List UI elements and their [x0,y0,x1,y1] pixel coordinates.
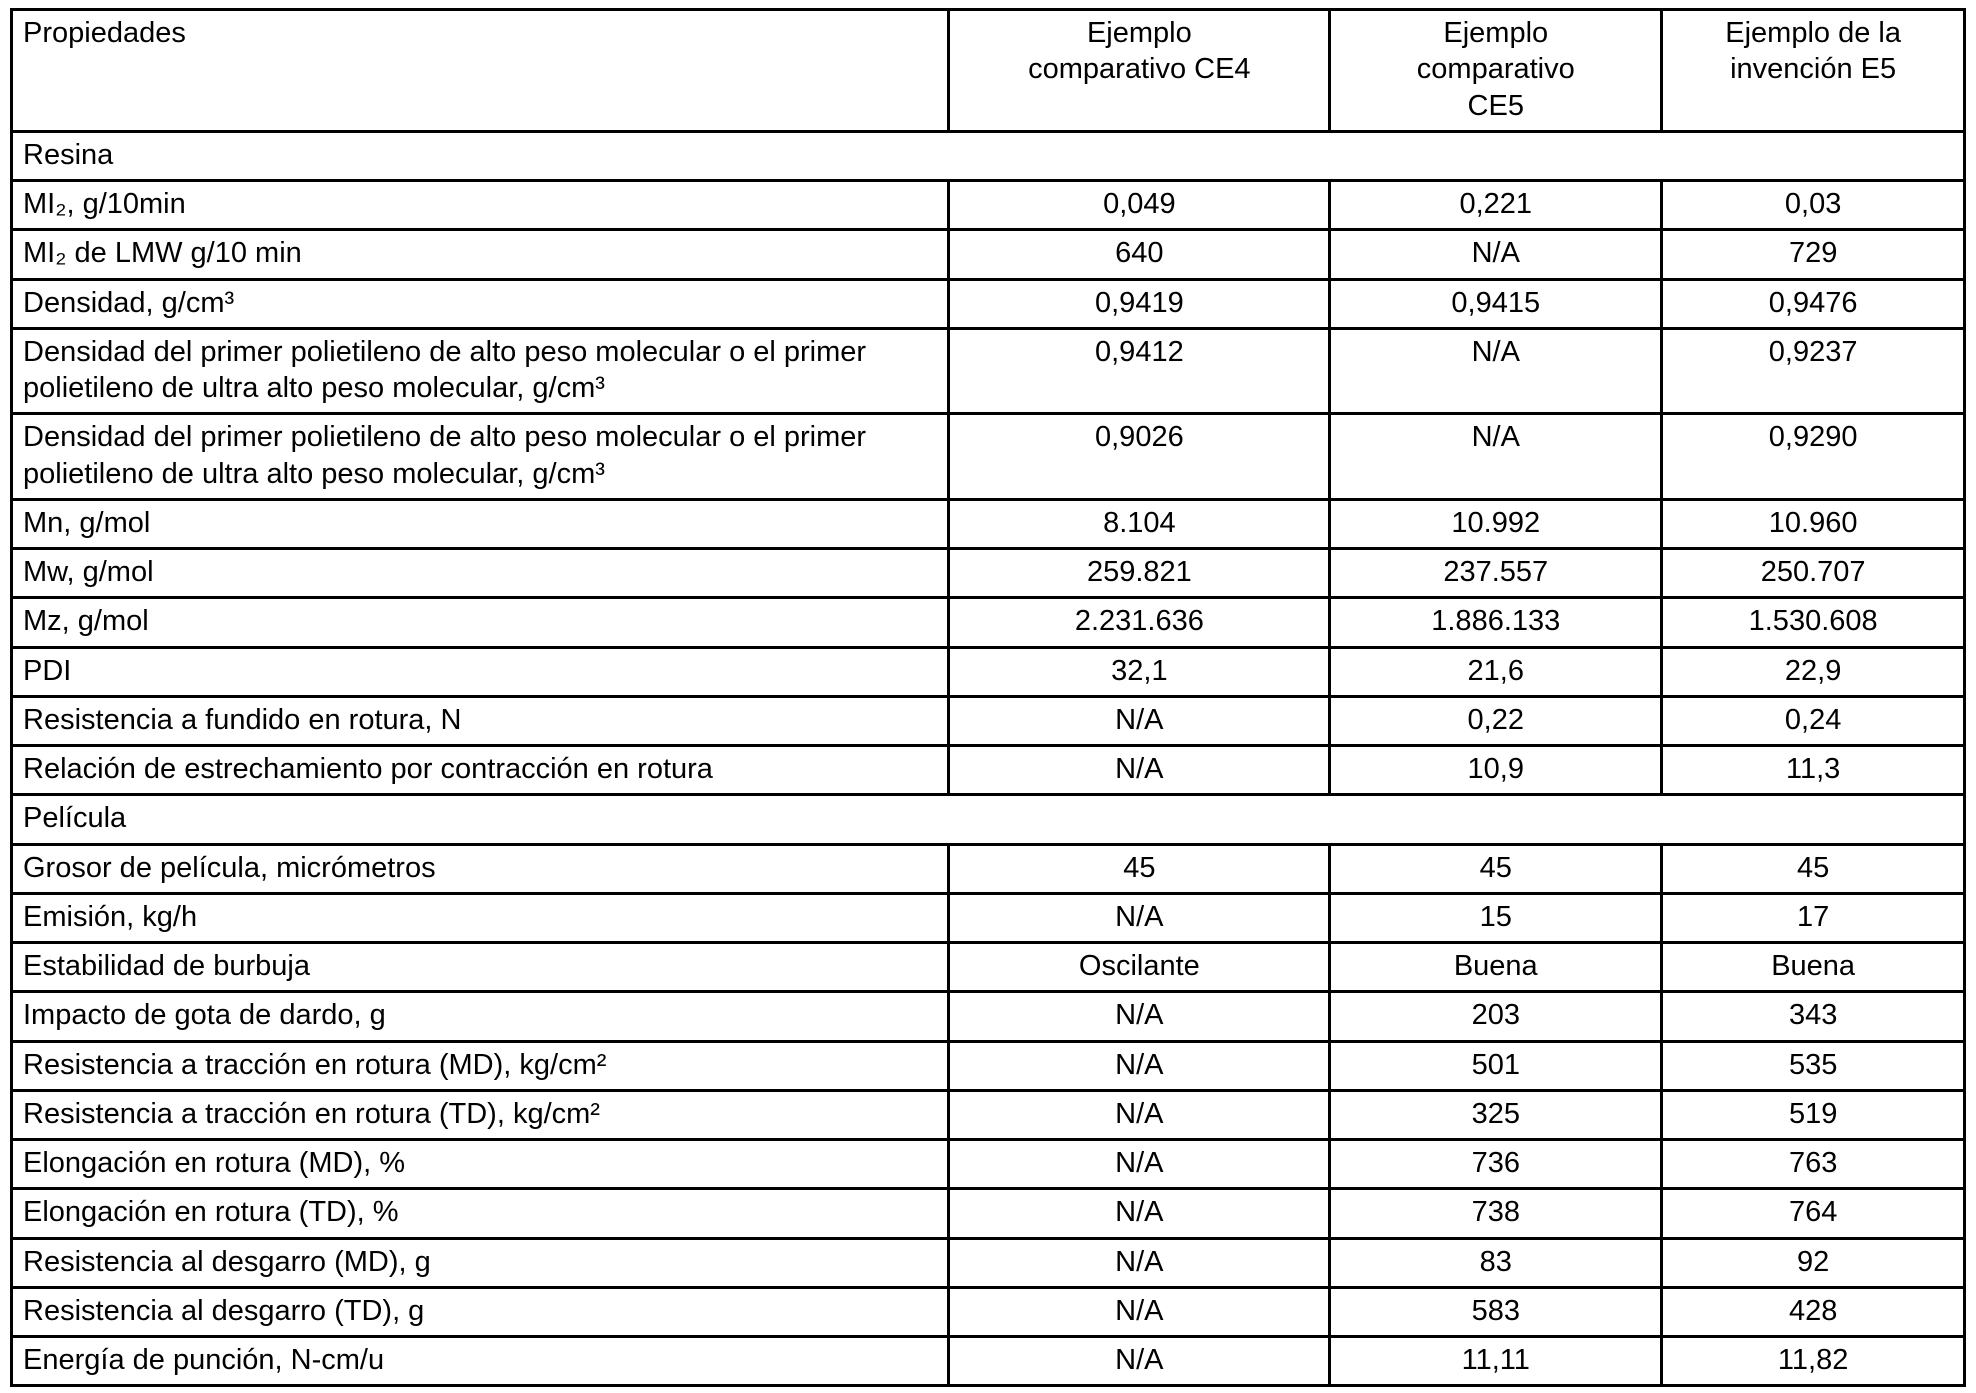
value-cell: N/A [949,1189,1330,1238]
value-cell: 21,6 [1330,647,1662,696]
value-cell: 738 [1330,1189,1662,1238]
value-cell: N/A [949,893,1330,942]
table-row [12,181,1965,230]
property-cell: Elongación en rotura (TD), % [12,1189,949,1238]
value-cell: 0,9412 [949,328,1330,414]
property-cell: Grosor de película, micrómetros [12,844,949,893]
value-cell: 0,9290 [1662,414,1965,500]
property-cell: Emisión, kg/h [12,893,949,942]
table-row [12,992,1965,1041]
value-cell: 0,221 [1330,181,1662,230]
value-cell: 535 [1662,1041,1965,1090]
value-cell: 8.104 [949,499,1330,548]
value-cell: Oscilante [949,943,1330,992]
value-cell: N/A [949,1090,1330,1139]
properties-table [10,8,1966,1387]
value-cell: N/A [949,696,1330,745]
value-cell: 729 [1662,230,1965,279]
table-row [12,1041,1965,1090]
value-cell: 0,9419 [949,279,1330,328]
property-cell: Elongación en rotura (MD), % [12,1140,949,1189]
value-cell: N/A [949,1337,1330,1386]
table-row [12,696,1965,745]
table-row [12,1337,1965,1386]
value-cell: 519 [1662,1090,1965,1139]
value-cell: 0,22 [1330,696,1662,745]
property-cell: Resistencia al desgarro (MD), g [12,1238,949,1287]
value-cell: 764 [1662,1189,1965,1238]
section-row [12,131,1965,180]
property-cell: Resistencia a fundido en rotura, N [12,696,949,745]
value-cell: 0,049 [949,181,1330,230]
table-row [12,647,1965,696]
value-cell: 11,3 [1662,746,1965,795]
value-cell: 17 [1662,893,1965,942]
value-cell: 0,03 [1662,181,1965,230]
table-header-row [12,10,1965,132]
value-cell: 2.231.636 [949,598,1330,647]
value-cell: N/A [949,1041,1330,1090]
value-cell: 10,9 [1330,746,1662,795]
value-cell: 10.960 [1662,499,1965,548]
property-cell: PDI [12,647,949,696]
property-cell: Resistencia a tracción en rotura (MD), kg/cm² [12,1041,949,1090]
value-cell: 11,82 [1662,1337,1965,1386]
value-cell: 0,9026 [949,414,1330,500]
value-cell: N/A [949,1287,1330,1336]
table-row [12,1238,1965,1287]
property-cell: Relación de estrechamiento por contracción en rotura [12,746,949,795]
section-label: Resina [12,131,1965,180]
value-cell: 92 [1662,1238,1965,1287]
table-row [12,279,1965,328]
column-header-ce5: Ejemplo comparativo CE5 [1330,10,1662,132]
value-cell: 237.557 [1330,549,1662,598]
value-cell: N/A [949,1238,1330,1287]
value-cell: 83 [1330,1238,1662,1287]
value-cell: 1.530.608 [1662,598,1965,647]
property-cell: Densidad, g/cm³ [12,279,949,328]
value-cell: 763 [1662,1140,1965,1189]
value-cell: 203 [1330,992,1662,1041]
value-cell: 10.992 [1330,499,1662,548]
value-cell: 428 [1662,1287,1965,1336]
property-cell: Mn, g/mol [12,499,949,548]
value-cell: Buena [1330,943,1662,992]
column-header-propiedades: Propiedades [12,10,949,132]
value-cell: 0,9237 [1662,328,1965,414]
value-cell: Buena [1662,943,1965,992]
value-cell: 583 [1330,1287,1662,1336]
section-row [12,795,1965,844]
property-cell: Densidad del primer polietileno de alto peso molecular o el primer polietileno de ultra alto peso molecular, g/cm³ [12,328,949,414]
column-header-e5: Ejemplo de la invención E5 [1662,10,1965,132]
table-row [12,499,1965,548]
table-row [12,893,1965,942]
table-row [12,549,1965,598]
value-cell: N/A [1330,230,1662,279]
value-cell: 1.886.133 [1330,598,1662,647]
table-row [12,1090,1965,1139]
property-cell: Estabilidad de burbuja [12,943,949,992]
value-cell: 640 [949,230,1330,279]
table-row [12,1189,1965,1238]
table-row [12,1287,1965,1336]
table-row [12,1140,1965,1189]
section-label: Película [12,795,1965,844]
property-cell: Mz, g/mol [12,598,949,647]
value-cell: N/A [1330,328,1662,414]
table-row [12,414,1965,500]
value-cell: 22,9 [1662,647,1965,696]
value-cell: 0,9476 [1662,279,1965,328]
property-cell: MI₂ de LMW g/10 min [12,230,949,279]
table-row [12,943,1965,992]
value-cell: 15 [1330,893,1662,942]
property-cell: Resistencia al desgarro (TD), g [12,1287,949,1336]
value-cell: 45 [949,844,1330,893]
value-cell: 0,9415 [1330,279,1662,328]
value-cell: 45 [1662,844,1965,893]
property-cell: Resistencia a tracción en rotura (TD), kg/cm² [12,1090,949,1139]
value-cell: 0,24 [1662,696,1965,745]
table-row [12,746,1965,795]
property-cell: MI₂, g/10min [12,181,949,230]
value-cell: 259.821 [949,549,1330,598]
value-cell: 325 [1330,1090,1662,1139]
value-cell: N/A [949,992,1330,1041]
table-row [12,230,1965,279]
property-cell: Densidad del primer polietileno de alto peso molecular o el primer polietileno de ultra alto peso molecular, g/cm³ [12,414,949,500]
value-cell: 11,11 [1330,1337,1662,1386]
value-cell: 501 [1330,1041,1662,1090]
value-cell: N/A [949,1140,1330,1189]
table-row [12,598,1965,647]
column-header-ce4: Ejemplo comparativo CE4 [949,10,1330,132]
value-cell: 32,1 [949,647,1330,696]
property-cell: Mw, g/mol [12,549,949,598]
value-cell: N/A [1330,414,1662,500]
value-cell: 736 [1330,1140,1662,1189]
property-cell: Energía de punción, N-cm/u [12,1337,949,1386]
value-cell: 45 [1330,844,1662,893]
value-cell: N/A [949,746,1330,795]
property-cell: Impacto de gota de dardo, g [12,992,949,1041]
value-cell: 343 [1662,992,1965,1041]
value-cell: 250.707 [1662,549,1965,598]
table-body [12,131,1965,1386]
table-row [12,844,1965,893]
table-row [12,328,1965,414]
